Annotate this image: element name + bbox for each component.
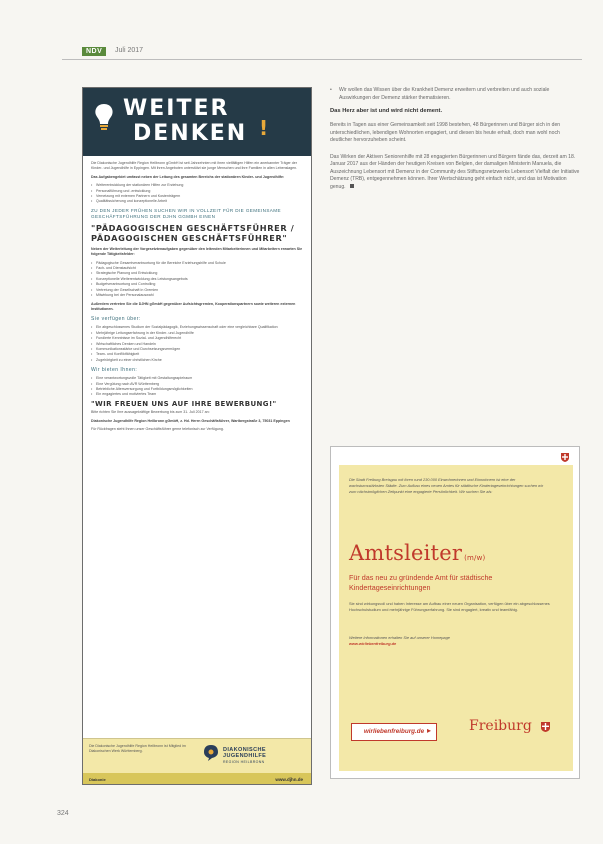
range-list <box>91 183 303 205</box>
ad-footer <box>83 738 311 784</box>
more-info <box>349 635 559 647</box>
list-item: • Personalführung und -entwicklung <box>91 189 303 194</box>
freiburg-crest-icon <box>541 722 550 732</box>
tasks-title: Neben der Weiterleitung der Vorgesetztenaufgaben gegenüber den leitenden Mitarbeiterinnen und Mitarbeitern erwarten Sie folgende Tätigkeitsfelder: <box>91 246 303 257</box>
list-item: • Qualitätssicherung und konzeptionelle Arbeit <box>91 199 303 204</box>
more-info-text: Weitere Informationen erhalten Sie auf unserer Homepage <box>349 635 450 640</box>
article-paragraph-2 <box>330 154 580 192</box>
logo-line-3: REGION HEILBRONN <box>223 760 265 764</box>
end-mark <box>350 184 354 188</box>
list-item: • Ein engagiertes und motiviertes Team <box>91 392 303 397</box>
job-title <box>349 541 485 565</box>
paragraph-text: Das Wirken der Aktiven Seniorenhilfe mit 28 engagierten Bürgerinnen und Bürgern fände das, derzeit am 18. Januar 2017 aus der Händen der heutigen Kreisen von Belgien, der damaligen Ministerin Manuela, die Auszeichnung Lebensort mit Demenz in der Community des Stiftungsnetzwerks Lebensort Vielfalt der Initiative Demenz (TRB), entgegennehmen können. Ihrer Wertschätzung geht einfach nicht, und das ist Motivation genug. <box>330 153 580 190</box>
banner-word-weiter: WEITER <box>123 96 230 121</box>
list-item: • Kommunikationsstärke und Durchsetzungsvermögen <box>91 347 303 352</box>
list-item: • Fach- und Dienstaufsicht <box>91 266 303 271</box>
diakonie-label: Diakonie <box>89 777 106 782</box>
application-heading: "WIR FREUEN UNS AUF IHRE BEWERBUNG!" <box>91 399 277 408</box>
header-rule <box>62 59 582 60</box>
range-title: Das Aufgabengebiet umfasst neben der Leitung des gesamten Bereichs der stationären Kinder- und Jugendhilfe: <box>91 174 285 179</box>
ad-intro: Die Diakonische Jugendhilfe Region Heilbronn gGmbH ist seit Jahrzehnten mit ihren vielfältigen Hilfen ein anerkannter Träger der Kinder- und Jugendhilfe in Eppingen. Mit ihren Angeboten unterstützt sie junge Menschen und ihre Familien in allen Lebenslagen. <box>91 161 298 171</box>
apply-address: Diakonische Jugendhilfe Region Heilbronn gGmbH, z. Hd. Herrn Geschäftsführer, Wartbergstraße 3, 75031 Eppingen <box>91 418 290 423</box>
speech-bubble-logo-icon <box>203 744 219 762</box>
tasks-list <box>91 261 303 299</box>
list-item: • Eine Vergütung nach AVR Württemberg <box>91 382 303 387</box>
position-title: "PÄDAGOGISCHEN GESCHÄFTSFÜHRER / PÄDAGOGISCHEN GESCHÄFTSFÜHRER" <box>91 222 295 243</box>
footer-strip <box>83 773 311 784</box>
requirements-note: Außerdem vertreten Sie die DJHN gGmbH gegenüber Aufsichtsgremien, Kooperationspartnern sowie weiteren externen Institutionen. <box>91 301 296 311</box>
job-advert-diakonie <box>82 87 312 785</box>
apply-text: Bitte richten Sie Ihre aussagekräftige Bewerbung bis zum 31. Juli 2017 an: <box>91 410 210 415</box>
we-offer-subtitle: Wir bieten Ihnen: <box>91 367 138 374</box>
list-item: • Weiterentwicklung der stationären Hilfen zur Erziehung <box>91 183 303 188</box>
list-item: • Fundierte Kenntnisse im Sozial- und Jugendhilferecht <box>91 336 303 341</box>
article-column <box>330 87 580 200</box>
list-item: • Strategische Planung und Entwicklung <box>91 271 303 276</box>
list-item: • Vernetzung mit externen Partnern und Kostenträgern <box>91 194 303 199</box>
homepage-link[interactable]: www.wirliebenfreiburg.de <box>349 641 397 646</box>
list-item: • Konzeptionelle Weiterentwicklung des Leistungsangebots <box>91 277 303 282</box>
search-statement: ZU DEN JEDER FRÜHEN SUCHEN WIR IN VOLLZEIT FÜR DIE GEMEINSAME GESCHÄFTSFÜHRUNG DER DJHN GGMBH EINEN <box>91 207 281 219</box>
offer-subtitle: Sie verfügen über: <box>91 316 141 323</box>
freiburg-logo: Freiburg <box>469 718 532 734</box>
logo-line-1: DIAKONISCHE <box>223 747 266 753</box>
qualification-list <box>91 325 303 363</box>
job-title-text: Amtsleiter <box>349 541 463 565</box>
logo-line-2: JUGENDHILFE <box>223 753 267 759</box>
page-number: 324 <box>57 810 69 817</box>
header-badge: NDV <box>82 47 106 56</box>
list-item: • Budgetverantwortung und Controlling <box>91 282 303 287</box>
website-link[interactable]: www.djhn.de <box>275 777 303 782</box>
ad-body <box>83 156 311 432</box>
list-item: • Wirtschaftliches Denken und Handeln <box>91 342 303 347</box>
header-date: Juli 2017 <box>115 47 144 54</box>
city-crest-icon <box>561 453 569 462</box>
footer-text: Die Diakonische Jugendhilfe Region Heilbronn ist Mitglied im Diakonischen Werk Württemberg. <box>89 744 186 753</box>
website-button[interactable]: wirliebenfreiburg.de <box>351 723 437 741</box>
ad-panel <box>339 465 573 771</box>
list-item: • Mehrjährige Leitungserfahrung in der Kinder- und Jugendhilfe <box>91 331 303 336</box>
list-item: • Ein abgeschlossenes Studium der Sozialpädagogik, Erziehungswissenschaft oder eine vergleichbare Qualifikation <box>91 325 303 330</box>
ad-intro: Die Stadt Freiburg Breisgau mit ihren rund 230.000 Einwohnerinnen und Einwohnern ist eine der wachstumsstärksten Städte. Zum Aufbau eines neuen Amtes für städtische Kindertageseinrichtungen suchen wir zum nächstmöglichen Zeitpunkt eine engagierte Persönlichkeit. Wir suchen Sie als: <box>349 477 544 494</box>
list-item: • Zugehörigkeit zu einer christlichen Kirche <box>91 358 303 363</box>
ad-banner <box>83 88 311 156</box>
article-paragraph-1: Bereits in Tagen aus einer Gemeinsamkeit seit 1998 bestehen, 48 Bürgerinnen und Bürger sich in den unterschiedlichen, lebendigen Wohnorten engagiert, und diesen bis heute erhalt, doch man wohl noch deutlicher hervorzuheben scheint. <box>330 122 561 143</box>
list-item: • Betriebliche Altersversorgung und Fortbildungsmöglichkeiten <box>91 387 303 392</box>
banner-word-denken: DENKEN <box>133 121 248 146</box>
gender-suffix: (m/w) <box>464 554 486 562</box>
list-item: • Vertretung der Gesellschaft in Gremien <box>91 288 303 293</box>
banner-exclamation: ! <box>259 116 269 140</box>
list-item: • Pädagogische Gesamtverantwortung für die Bereiche Erziehungshilfe und Schule <box>91 261 303 266</box>
list-item: • Eine verantwortungsvolle Tätigkeit mit Gestaltungsspielraum <box>91 376 303 381</box>
list-item: • Team- und Konfliktfähigkeit <box>91 352 303 357</box>
benefits-list <box>91 376 303 398</box>
footer-logo-text <box>223 747 266 765</box>
lightbulb-icon <box>93 102 115 132</box>
contact-text: Für Rückfragen steht Ihnen unser Geschäftsführer gerne telefonisch zur Verfügung. <box>91 427 224 431</box>
job-subtitle: Für das neu zu gründende Amt für städtische Kindertageseinrichtungen <box>349 573 493 592</box>
article-heading: Das Herz aber ist und wird nicht dement. <box>330 108 443 114</box>
job-advert-freiburg <box>330 446 580 779</box>
article-bullet: • Wir wollen das Wissen über die Krankheit Demenz erweitern und verbreiten und auch soziale Auswirkungen der Demenz stärker thematisieren. <box>330 87 580 102</box>
list-item: • Mitwirkung bei der Personalauswahl <box>91 293 303 298</box>
job-detail: Sie sind wirkungsvoll und haben Interesse am Aufbau einer neuen Organisation, verfügen über ein abgeschlossenes Hochschulstudium und mehrjährige Führungserfahrung. Sie sind engagiert, kreativ und teamfähig. <box>349 601 550 612</box>
arrow-icon: ▸ <box>427 726 432 735</box>
